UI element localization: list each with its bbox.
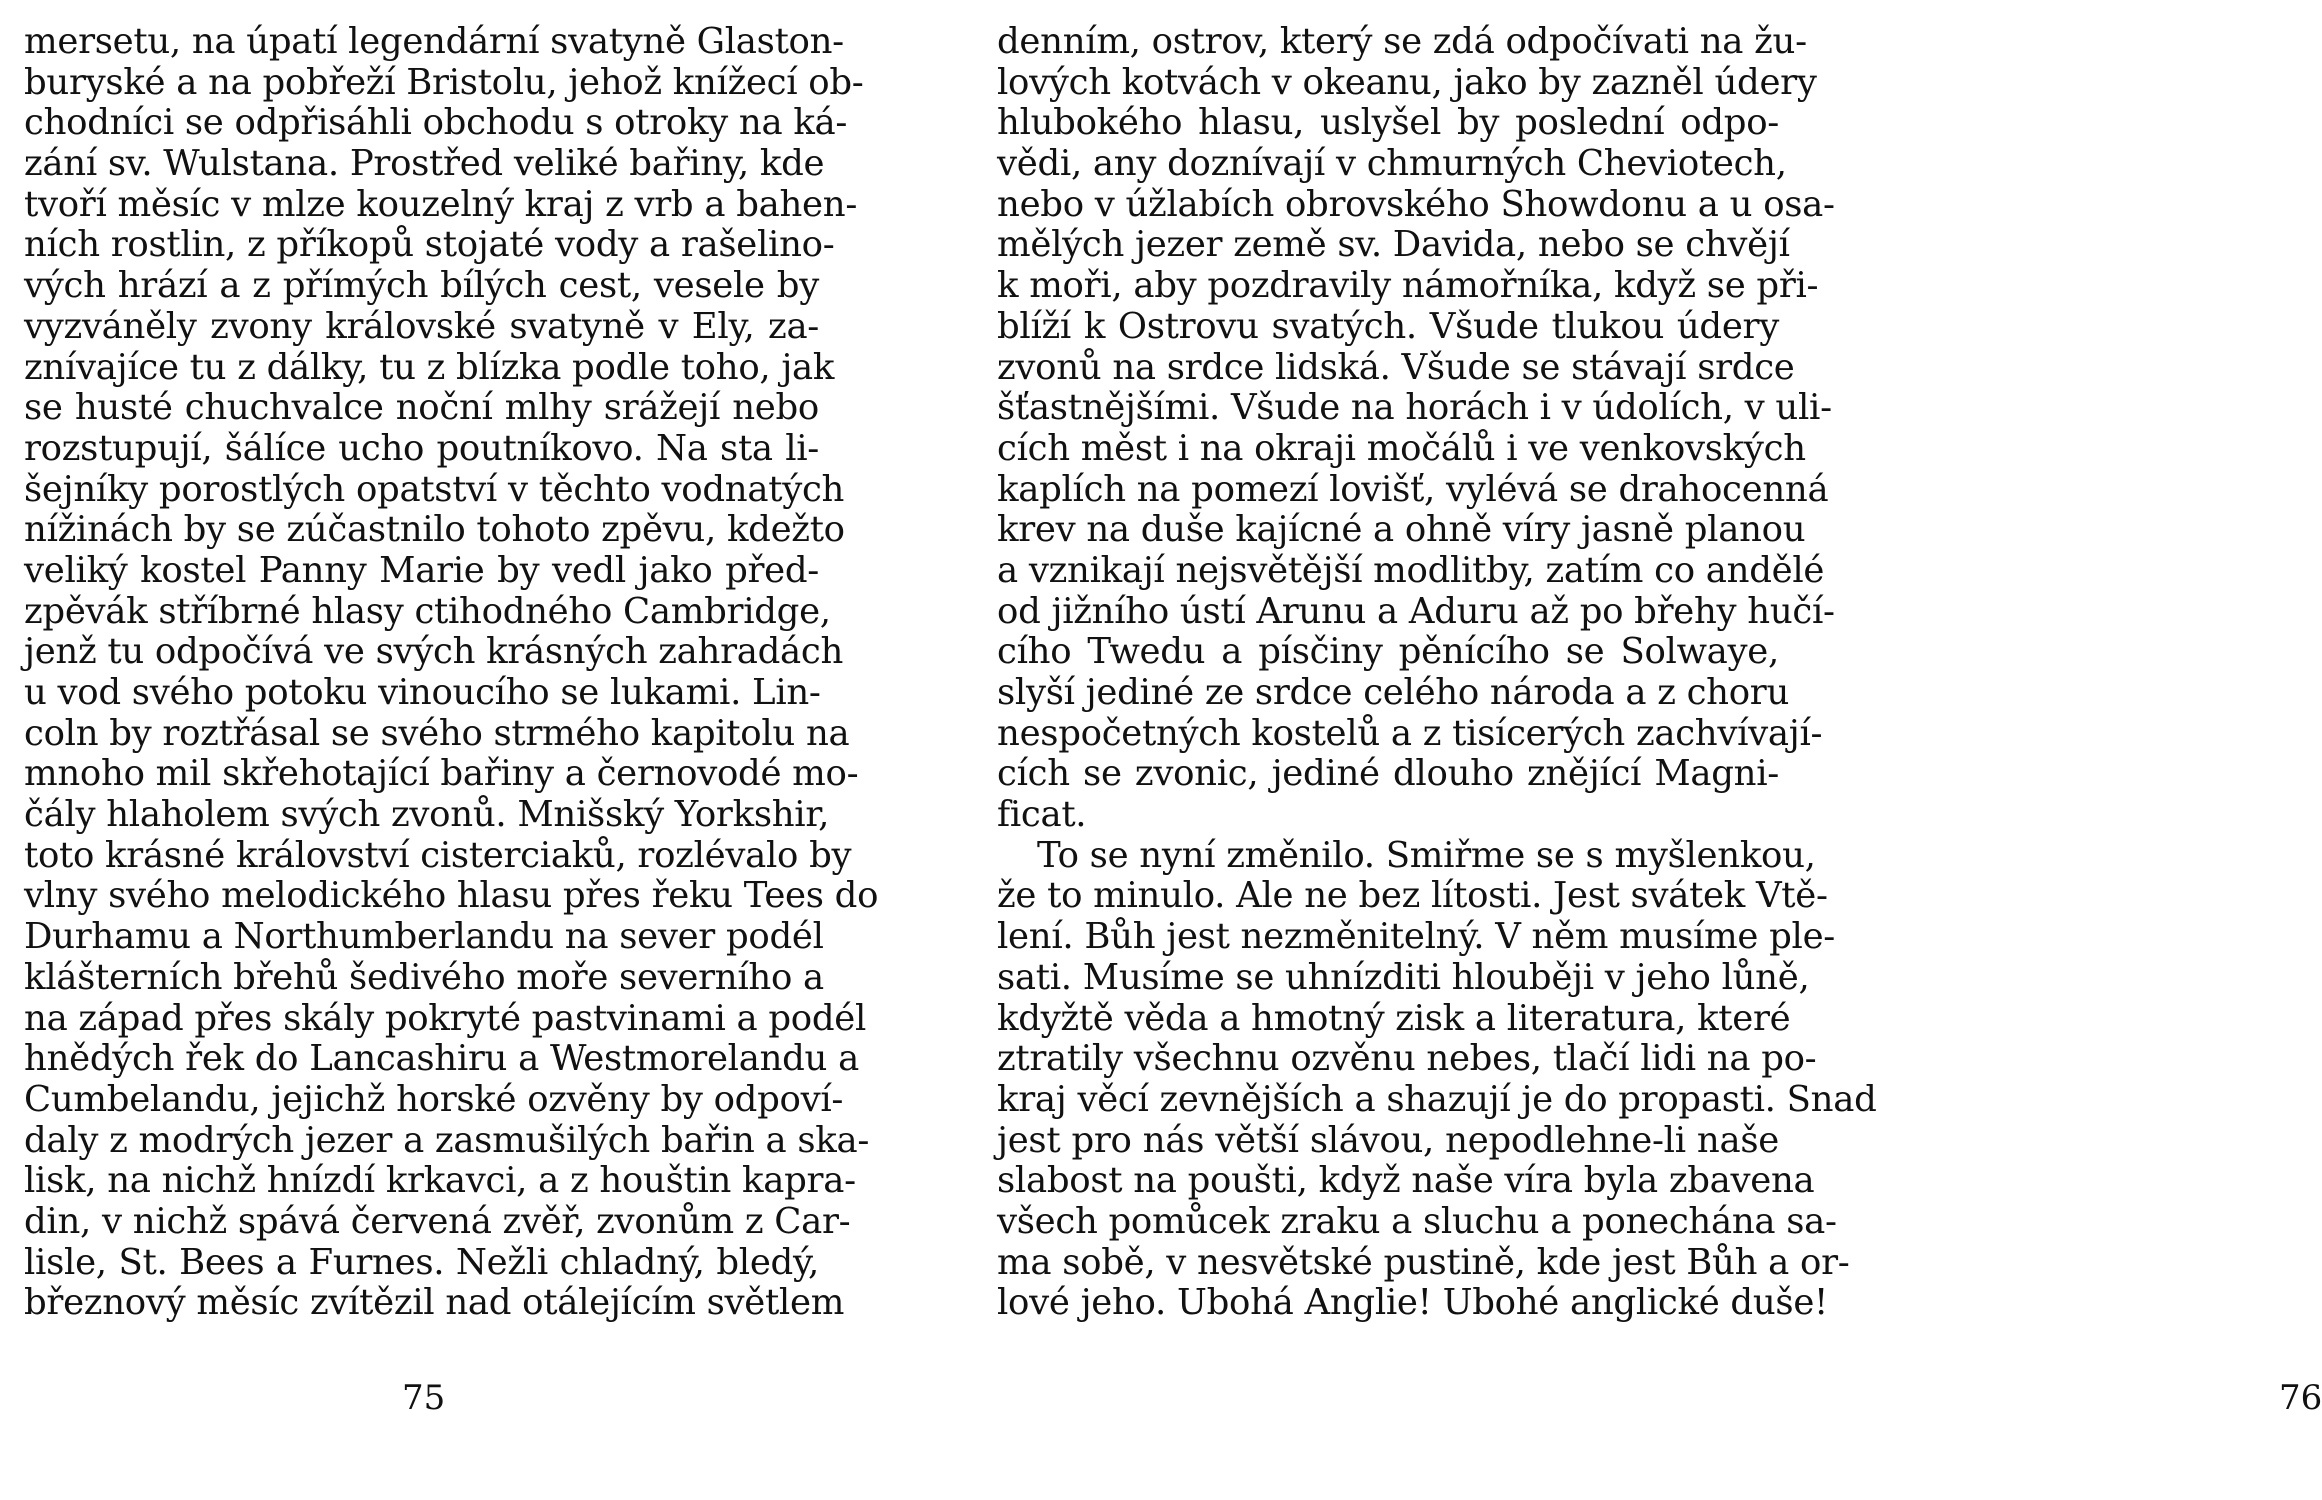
text-line: ma sobě, v nesvětské pustině, kde jest Bůh a or- (997, 1241, 1850, 1283)
text-line: kraj věcí zevnějších a shazují je do propasti. Snad (997, 1078, 1877, 1120)
text-line: chodníci se odpřisáhli obchodu s otroky na ká- (24, 102, 848, 144)
text-line: coln by roztřásal se svého strmého kapitolu na (24, 712, 850, 754)
text-line: a vznikají nejsvětější modlitby, zatím co andělé (997, 549, 1825, 591)
left-page-text (24, 21, 879, 1324)
text-line: zvonů na srdce lidská. Všude se stávají srdce (997, 346, 1795, 388)
text-line: vých hrází a z přímých bílých cest, vesele by (24, 265, 819, 307)
text-line: šejníky porostlých opatství v těchto vodnatých (24, 468, 845, 510)
text-line: cího Twedu a písčiny pěnícího se Solwaye, (997, 631, 1779, 673)
text-line: lení. Bůh jest nezměnitelný. V něm musíme ple- (997, 916, 1835, 958)
text-line: slabost na poušti, když naše víra byla zbavena (997, 1160, 1815, 1202)
text-line: klášterních břehů šedivého moře severního a (24, 956, 824, 998)
text-line: kaplích na pomezí lovišť, vylévá se drahocenná (997, 468, 1829, 510)
text-line: sati. Musíme se uhnízditi hlouběji v jeho lůně, (997, 956, 1810, 998)
right-page-text (997, 21, 1877, 1324)
text-line: kdyžtě věda a hmotný zisk a literatura, které (997, 997, 1791, 1039)
text-line: Durhamu a Northumberlandu na sever podél (24, 916, 824, 958)
text-line: zpěvák stříbrné hlasy ctihodného Cambridge, (24, 590, 831, 632)
text-line: vyzváněly zvony královské svatyně v Ely, za- (24, 305, 819, 347)
text-line: lisk, na nichž hnízdí krkavci, a z houštin kapra- (24, 1160, 856, 1202)
right-page (904, 0, 2322, 1500)
text-line: se husté chuchvalce noční mlhy srážejí nebo (24, 387, 819, 429)
text-line: u vod svého potoku vinoucího se lukami. Lin- (24, 672, 821, 713)
text-line: březnový měsíc zvítězil nad otálejícím světlem (24, 1282, 845, 1324)
text-line: tvoří měsíc v mlze kouzelný kraj z vrb a bahen- (24, 183, 858, 225)
text-line: ních rostlin, z příkopů stojaté vody a rašelino- (24, 224, 835, 266)
text-line: mělých jezer země sv. Davida, nebo se chvějí (997, 224, 1790, 266)
text-line: jenž tu odpočívá ve svých krásných zahradách (24, 631, 844, 673)
text-line: nespočetných kostelů a z tisícerých zachvívají- (997, 712, 1823, 754)
text-line: hnědých řek do Lancashiru a Westmorelandu a (24, 1038, 859, 1080)
text-line: cích měst i na okraji močálů i ve venkovských (997, 427, 1806, 469)
text-line: všech pomůcek zraku a sluchu a ponechána sa- (997, 1200, 1837, 1242)
text-line: od jižního ústí Arunu a Aduru až po břehy hučí- (997, 590, 1835, 632)
text-line: na západ přes skály pokryté pastvinami a podél (24, 997, 867, 1039)
text-line: vlny svého melodického hlasu přes řeku Tees do (24, 875, 879, 917)
text-line: lových kotvách v okeanu, jako by zazněl údery (997, 61, 1817, 103)
text-line: lové jeho. Ubohá Anglie! Ubohé anglické duše! (997, 1282, 1828, 1324)
text-line: vědi, any doznívají v chmurných Cheviotech, (997, 143, 1787, 185)
text-line: že to minulo. Ale ne bez lítosti. Jest svátek Vtě- (997, 875, 1828, 917)
text-line: zání sv. Wulstana. Prostřed veliké bařiny, kde (24, 143, 825, 185)
text-line: nížinách by se zúčastnilo tohoto zpěvu, kdežto (24, 509, 845, 551)
text-line: ficat. (997, 794, 1087, 836)
page-number: 76 (2279, 1378, 2322, 1418)
text-line: cích se zvonic, jediné dlouho znějící Magni- (997, 753, 1779, 795)
text-line: blíží k Ostrovu svatých. Všude tlukou údery (997, 305, 1779, 347)
text-line: krev na duše kajícné a ohně víry jasně planou (997, 509, 1806, 551)
text-line: znívajíce tu z dálky, tu z blízka podle toho, jak (24, 346, 835, 388)
text-line: rozstupují, šálíce ucho poutníkovo. Na sta li- (24, 427, 819, 469)
text-line: mersetu, na úpatí legendární svatyně Glaston- (24, 21, 844, 62)
text-line: To se nyní změnilo. Smiřme se s myšlenkou, (1037, 834, 1816, 876)
text-line: jest pro nás větší slávou, nepodlehne-li naše (997, 1119, 1779, 1161)
text-line: din, v nichž spává červená zvěř, zvonům z Car- (24, 1200, 851, 1242)
text-line: lisle, St. Bees a Furnes. Nežli chladný, bledý, (24, 1241, 819, 1283)
text-line: čály hlaholem svých zvonů. Mnišský Yorkshir, (24, 794, 830, 836)
text-line: daly z modrých jezer a zasmušilých bařin a ska- (24, 1119, 870, 1161)
text-line: Cumbelandu, jejichž horské ozvěny by odpoví- (24, 1078, 844, 1120)
text-line: veliký kostel Panny Marie by vedl jako před- (24, 549, 819, 591)
text-line: nebo v úžlabích obrovského Showdonu a u osa- (997, 183, 1835, 225)
text-line: k moři, aby pozdravily námořníka, když se při- (997, 265, 1819, 307)
text-line: slyší jediné ze srdce celého národa a z choru (997, 672, 1790, 713)
text-line: šťastnějšími. Všude na horách i v údolích, v uli- (997, 387, 1832, 429)
text-line: hlubokého hlasu, uslyšel by poslední odpo- (997, 102, 1779, 144)
text-line: buryské a na pobřeží Bristolu, jehož knížecí ob- (24, 61, 864, 103)
text-line: mnoho mil skřehotající bařiny a černovodé mo- (24, 753, 859, 795)
left-page (0, 0, 879, 1500)
text-line: denním, ostrov, který se zdá odpočívati na žu- (997, 21, 1807, 62)
text-line: toto krásné království cisterciaků, rozlévalo by (24, 834, 852, 876)
page-number: 75 (402, 1378, 446, 1418)
text-line: ztratily všechnu ozvěnu nebes, tlačí lidi na po- (997, 1038, 1817, 1080)
